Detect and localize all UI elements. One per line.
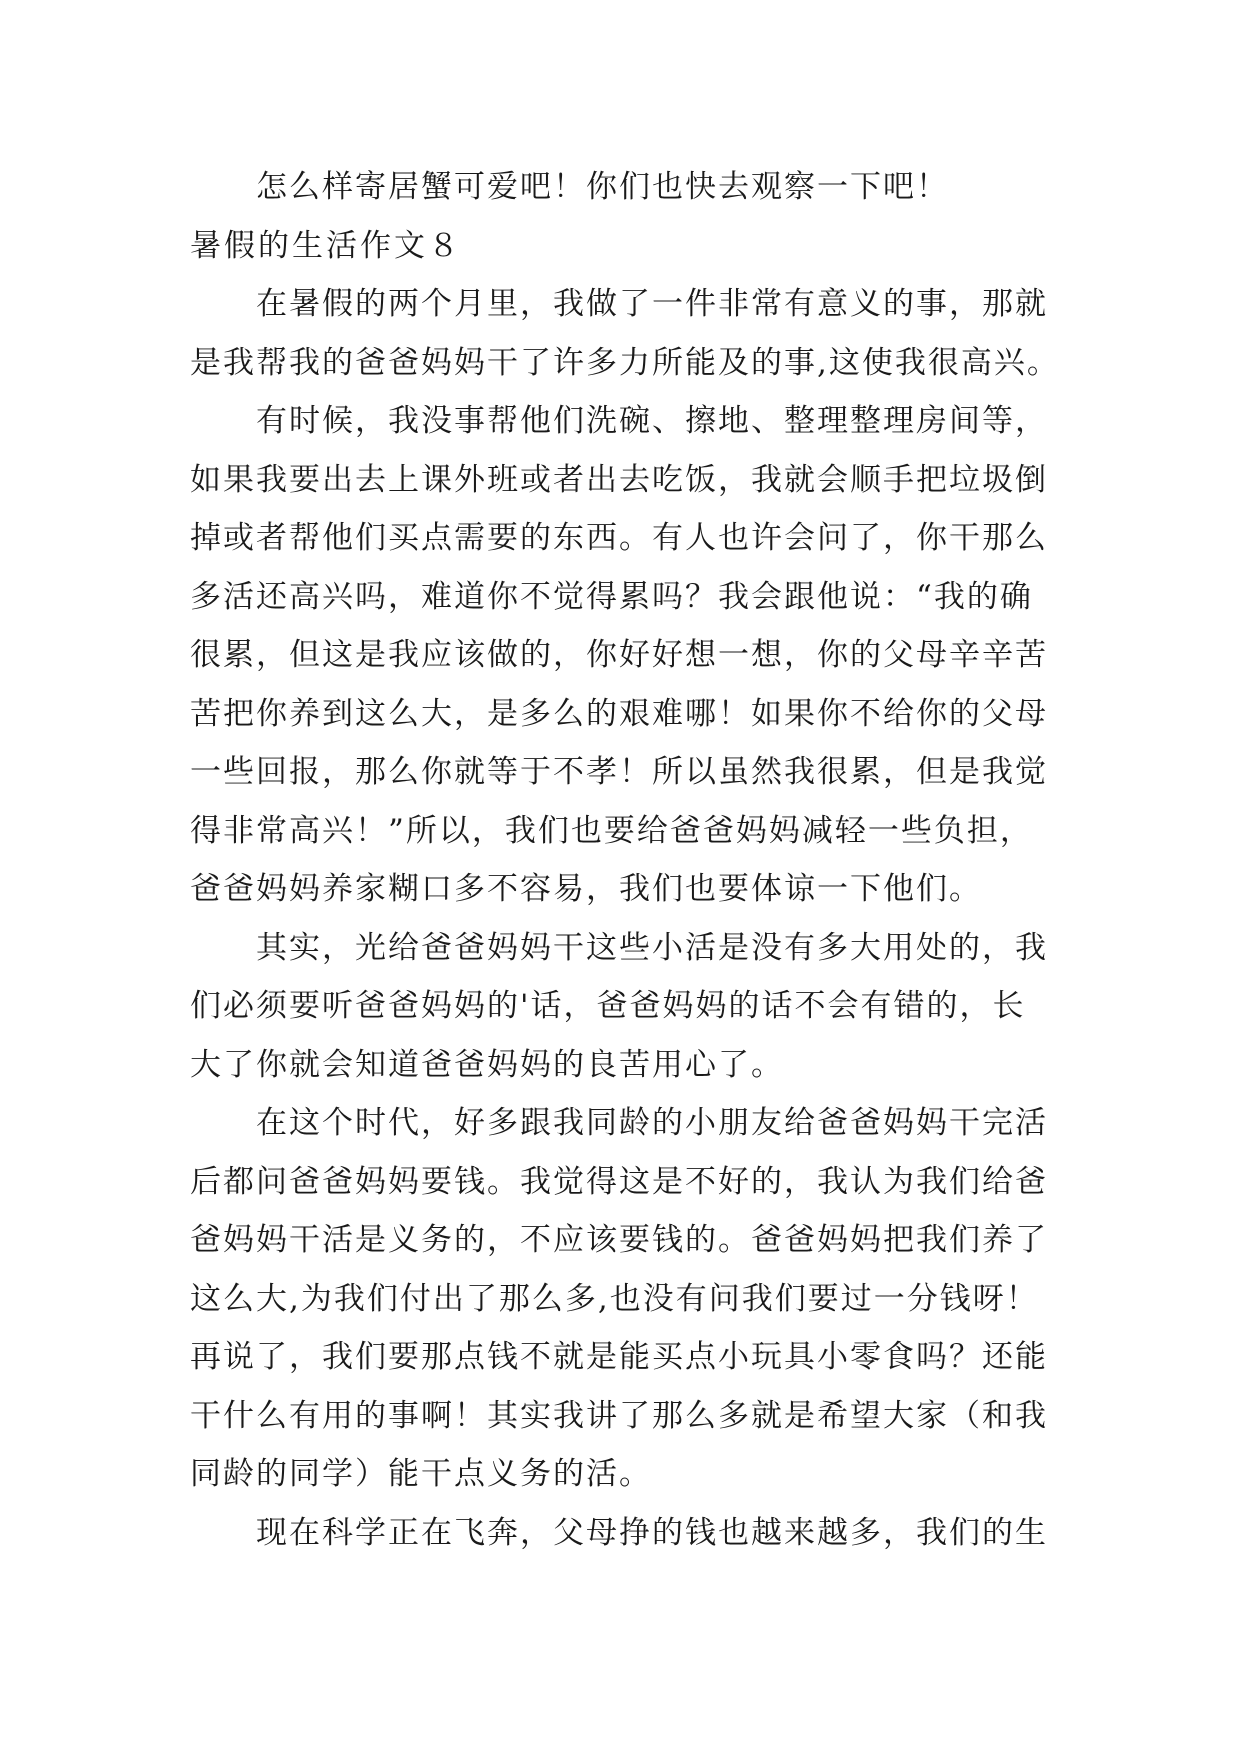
text-line: 现在科学正在飞奔，父母挣的钱也越来越多，我们的生 <box>256 1514 1048 1551</box>
text-line: 后都问爸爸妈妈要钱。我觉得这是不好的，我认为我们给爸 <box>190 1163 1048 1200</box>
text-line: 这么大,为我们付出了那么多,也没有问我们要过一分钱呀！ <box>190 1280 1039 1317</box>
text-lines <box>190 158 1070 1562</box>
text-line: 是我帮我的爸爸妈妈干了许多力所能及的事,这使我很高兴。 <box>190 344 1060 381</box>
text-line: 掉或者帮他们买点需要的东西。有人也许会问了，你干那么 <box>190 520 1048 556</box>
essay-body <box>190 158 1070 1562</box>
text-line: 有时候，我没事帮他们洗碗、擦地、整理整理房间等， <box>256 403 1048 439</box>
text-line: 怎么样寄居蟹可爱吧！你们也快去观察一下吧！ <box>256 169 949 205</box>
text-line: 苦把你养到这么大，是多么的艰难哪！如果你不给你的父母 <box>190 695 1048 732</box>
essay-title: 暑假的生活作文８ <box>190 227 462 264</box>
text-line: 在暑假的两个月里，我做了一件非常有意义的事，那就 <box>256 286 1048 322</box>
text-line: 再说了，我们要那点钱不就是能买点小玩具小零食吗？还能 <box>190 1339 1048 1375</box>
text-line: 在这个时代，好多跟我同龄的小朋友给爸爸妈妈干完活 <box>256 1105 1048 1141</box>
text-line: 如果我要出去上课外班或者出去吃饭，我就会顺手把垃圾倒 <box>190 461 1048 498</box>
text-line: 大了你就会知道爸爸妈妈的良苦用心了。 <box>190 1046 784 1083</box>
text-line: 得非常高兴！”所以，我们也要给爸爸妈妈减轻一些负担， <box>190 812 1033 849</box>
text-line: 同龄的同学）能干点义务的活。 <box>190 1456 652 1492</box>
text-line: 爸爸妈妈养家糊口多不容易，我们也要体谅一下他们。 <box>190 871 982 907</box>
text-line: 干什么有用的事啊！其实我讲了那么多就是希望大家（和我 <box>190 1397 1048 1434</box>
text-line: 爸妈妈干活是义务的，不应该要钱的。爸爸妈妈把我们养了 <box>190 1222 1048 1258</box>
text-line: 很累，但这是我应该做的，你好好想一想，你的父母辛辛苦 <box>190 637 1048 673</box>
text-line: 一些回报，那么你就等于不孝！所以虽然我很累，但是我觉 <box>190 754 1048 790</box>
text-line: 们必须要听爸爸妈妈的'话，爸爸妈妈的话不会有错的，长 <box>190 988 1026 1024</box>
text-line: 其实，光给爸爸妈妈干这些小活是没有多大用处的，我 <box>256 929 1048 966</box>
text-line: 多活还高兴吗，难道你不觉得累吗？我会跟他说：“我的确 <box>190 578 1033 615</box>
